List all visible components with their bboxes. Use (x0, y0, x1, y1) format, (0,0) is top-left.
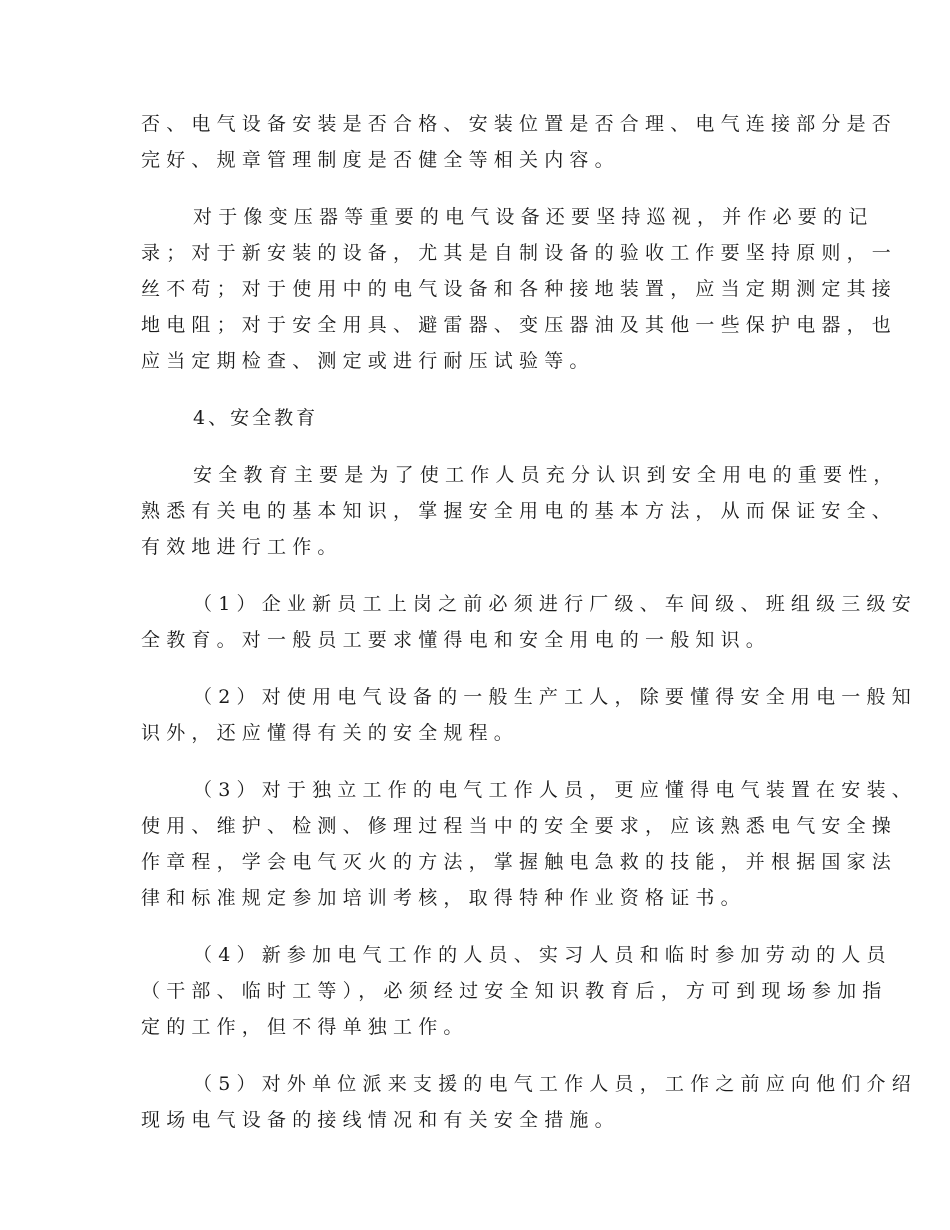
text-line: 否、电气设备安装是否合格、安装位置是否合理、电气连接部分是否 (141, 113, 898, 135)
text-line: 对于像变压器等重要的电气设备还要坚持巡视，并作必要的记 (193, 206, 874, 228)
text-line: 作章程，学会电气灭火的方法，掌握触电急救的技能，并根据国家法 (141, 851, 898, 873)
section-heading: 4、安全教育 (193, 407, 319, 429)
text-line: （干部、临时工等），必须经过安全知识教育后，方可到现场参加指 (141, 980, 888, 1002)
text-line: 应当定期检查、测定或进行耐压试验等。 (141, 350, 595, 372)
text-line: （5）对外单位派来支援的电气工作人员，工作之前应向他们介绍 (193, 1073, 917, 1095)
text-line: 全教育。对一般员工要求懂得电和安全用电的一般知识。 (141, 629, 772, 651)
text-line: 律和标准规定参加培训考核，取得特种作业资格证书。 (141, 887, 746, 909)
paragraph-transformer-inspection (141, 199, 898, 379)
list-item-5 (141, 1066, 917, 1138)
text-line: 定的工作，但不得单独工作。 (141, 1016, 469, 1038)
text-line: （1）企业新员工上岗之前必须进行厂级、车间级、班组级三级安 (193, 593, 917, 615)
text-line: 安全教育主要是为了使工作人员充分认识到安全用电的重要性， (193, 464, 899, 486)
text-line: 熟悉有关电的基本知识，掌握安全用电的基本方法，从而保证安全、 (141, 500, 898, 522)
text-line: 识外，还应懂得有关的安全规程。 (141, 722, 520, 744)
text-line: 有效地进行工作。 (141, 536, 343, 558)
text-line: 完好、规章管理制度是否健全等相关内容。 (141, 149, 620, 171)
text-line: （2）对使用电气设备的一般生产工人，除要懂得安全用电一般知 (193, 686, 917, 708)
paragraph-safety-education-intro (141, 457, 899, 565)
document-page (141, 106, 917, 1159)
text-line: 使用、维护、检测、修理过程当中的安全要求，应该熟悉电气安全操 (141, 815, 898, 837)
text-line: 丝不苟；对于使用中的电气设备和各种接地装置，应当定期测定其接 (141, 278, 898, 300)
text-line: （3）对于独立工作的电气工作人员，更应懂得电气装置在安装、 (193, 779, 917, 801)
text-line: 录；对于新安装的设备，尤其是自制设备的验收工作要坚持原则，一 (141, 242, 898, 264)
text-line: 现场电气设备的接线情况和有关安全措施。 (141, 1109, 620, 1131)
list-item-4 (141, 937, 892, 1045)
list-item-2 (141, 679, 917, 751)
list-item-1 (141, 586, 917, 658)
text-line: 地电阻；对于安全用具、避雷器、变压器油及其他一些保护电器，也 (141, 314, 898, 336)
list-item-3 (141, 772, 917, 916)
paragraph-inspection-continued (141, 106, 898, 178)
text-line: （4）新参加电气工作的人员、实习人员和临时参加劳动的人员 (193, 944, 892, 966)
